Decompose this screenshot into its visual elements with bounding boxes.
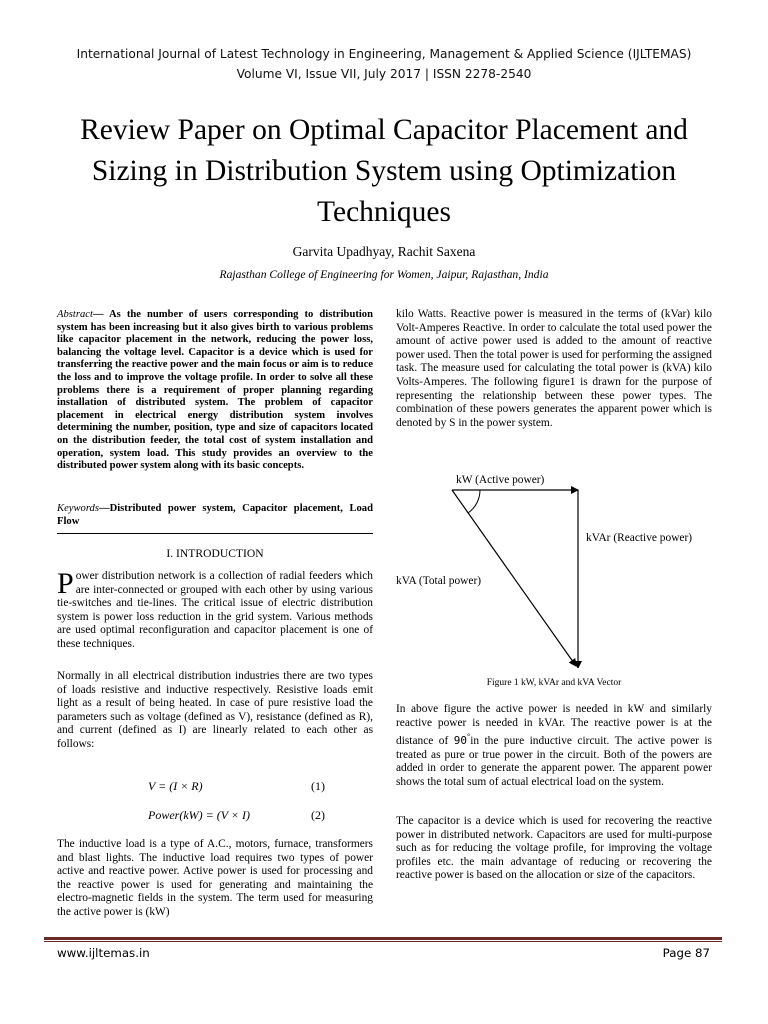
kvar-label: kVAr (Reactive power): [586, 532, 693, 544]
power-measure-paragraph: kilo Watts. Reactive power is measured in the terms of (kVar) kilo Volt-Amperes Reactive. In order to calculate the total used power the amount of active power used is added to the amount of reactive power used. Then the total power is used for performing the assigned task. The measure used for calculating the total power is (kVA) kilo Volts-Amperes. The following figure1 is drawn for the purpose of representing the relationship between these power types. The combination of these powers generates the apparent power which is denoted by S in the power system.: [396, 308, 712, 429]
kw-label: kW (Active power): [456, 474, 545, 486]
abstract-text: — As the number of users corresponding to distribution system has been increasing but it also gives birth to various problems like capacitor placement in the network, reducing the power loss, balancing the voltage level. Capacitor is a device which is used for transferring the reactive power and the main focus or aim is to reduce the loss and to improve the voltage profile. In order to solve all these problems there is a requirement of proper planning regarding installation of distributed system. The problem of capacitor placement in electrical energy distribution system involves determining the number, position, type and size of capacitors located on the distribution feeder, the total cost of system installation and operation, system load. This study provides an overview to the distributed power system along with its basic concepts.: [57, 309, 373, 472]
loads-paragraph: Normally in all electrical distribution industries there are two types of loads resistive and inductive respectively. Resistive loads emit light as a result of being heated. In case of pure resistive load the parameters such as voltage (defined as V), resistance (defined as R), and current (defined as I) are linearly related to each other as follows:: [57, 670, 373, 750]
abstract-label: Abstract: [57, 309, 93, 320]
figure-caption: Figure 1 kW, kVAr and kVA Vector: [486, 678, 622, 688]
equation-1-number: (1): [311, 779, 325, 793]
section-divider: [57, 533, 373, 534]
vector-diagram-svg: [396, 468, 726, 668]
equation-1: V = (I × R): [148, 779, 203, 793]
footer-website: www.ijltemas.in: [57, 946, 150, 960]
footer-rule: [44, 937, 722, 940]
footer-rule-thin: [44, 941, 722, 942]
degree-symbol: °: [466, 732, 471, 742]
section-heading: I. INTRODUCTION: [166, 547, 264, 560]
footer-page-number: Page 87: [662, 946, 710, 960]
equation-2-number: (2): [311, 808, 325, 822]
vector-diagram: [396, 468, 726, 668]
affiliation: Rajasthan College of Engineering for Women, Jaipur, Rajasthan, India: [219, 268, 549, 281]
paper-title: [40, 110, 728, 233]
journal-name: International Journal of Latest Technology in Engineering, Management & Applied Science (IJLTEMAS): [76, 47, 692, 61]
title-line: Techniques: [317, 196, 451, 228]
capacitor-paragraph: The capacitor is a device which is used for recovering the reactive power in distributed network. Capacitors are used for multi-purpose such as for reducing the voltage profile, for improving the voltage profiles etc. the main advantage of reducing or recovering the reactive power is based on the allocation or size of the capacitors.: [396, 815, 712, 882]
degree-value: 90: [453, 733, 467, 747]
kva-label: kVA (Total power): [396, 575, 482, 587]
keywords-label: Keywords: [57, 503, 99, 514]
figure-explanation-paragraph: [396, 703, 712, 789]
keywords: [57, 503, 373, 528]
intro-paragraph: [57, 567, 373, 652]
title-line: Sizing in Distribution System using Optimization: [91, 155, 677, 187]
inductive-paragraph: The inductive load is a type of A.C., motors, furnace, transformers and blast lights. The inductive load requires two types of power active and reactive power. Active power is used for processing and the reactive power is used for generating and maintaining the electro-magnetic fields in the system. The term used for measuring the active power is (kW): [57, 838, 373, 918]
abstract: [57, 309, 373, 473]
journal-issue: Volume VI, Issue VII, July 2017 | ISSN 2278-2540: [236, 67, 532, 81]
explanation-text-b: in the pure inductive circuit. The active power is treated as pure or true power in the circuit. Both of the powers are added in order to generate the apparent power. The apparent power shows the total sum of actual electrical load on the system.: [396, 734, 712, 788]
angle-arc: [468, 490, 480, 513]
drop-cap: P: [57, 567, 74, 600]
intro-text: ower distribution network is a collection of radial feeders which are inter-connected or grouped with each other by using various tie-switches and tie-lines. The critical issue of electric distribution system is power loss reduction in the grid system. Various methods are used optimal reconfiguration and capacitor placement is one of these techniques.: [57, 570, 373, 650]
keywords-text: —Distributed power system, Capacitor placement, Load Flow: [57, 503, 373, 527]
explanation-text-a: In above figure the active power is needed in kW and similarly reactive power is needed in kVAr. The reactive power is at the distance of: [396, 703, 712, 747]
equation-2: Power(kW) = (V × I): [148, 808, 250, 822]
authors: Garvita Upadhyay, Rachit Saxena: [292, 244, 476, 259]
title-line: Review Paper on Optimal Capacitor Placement and: [80, 114, 688, 146]
